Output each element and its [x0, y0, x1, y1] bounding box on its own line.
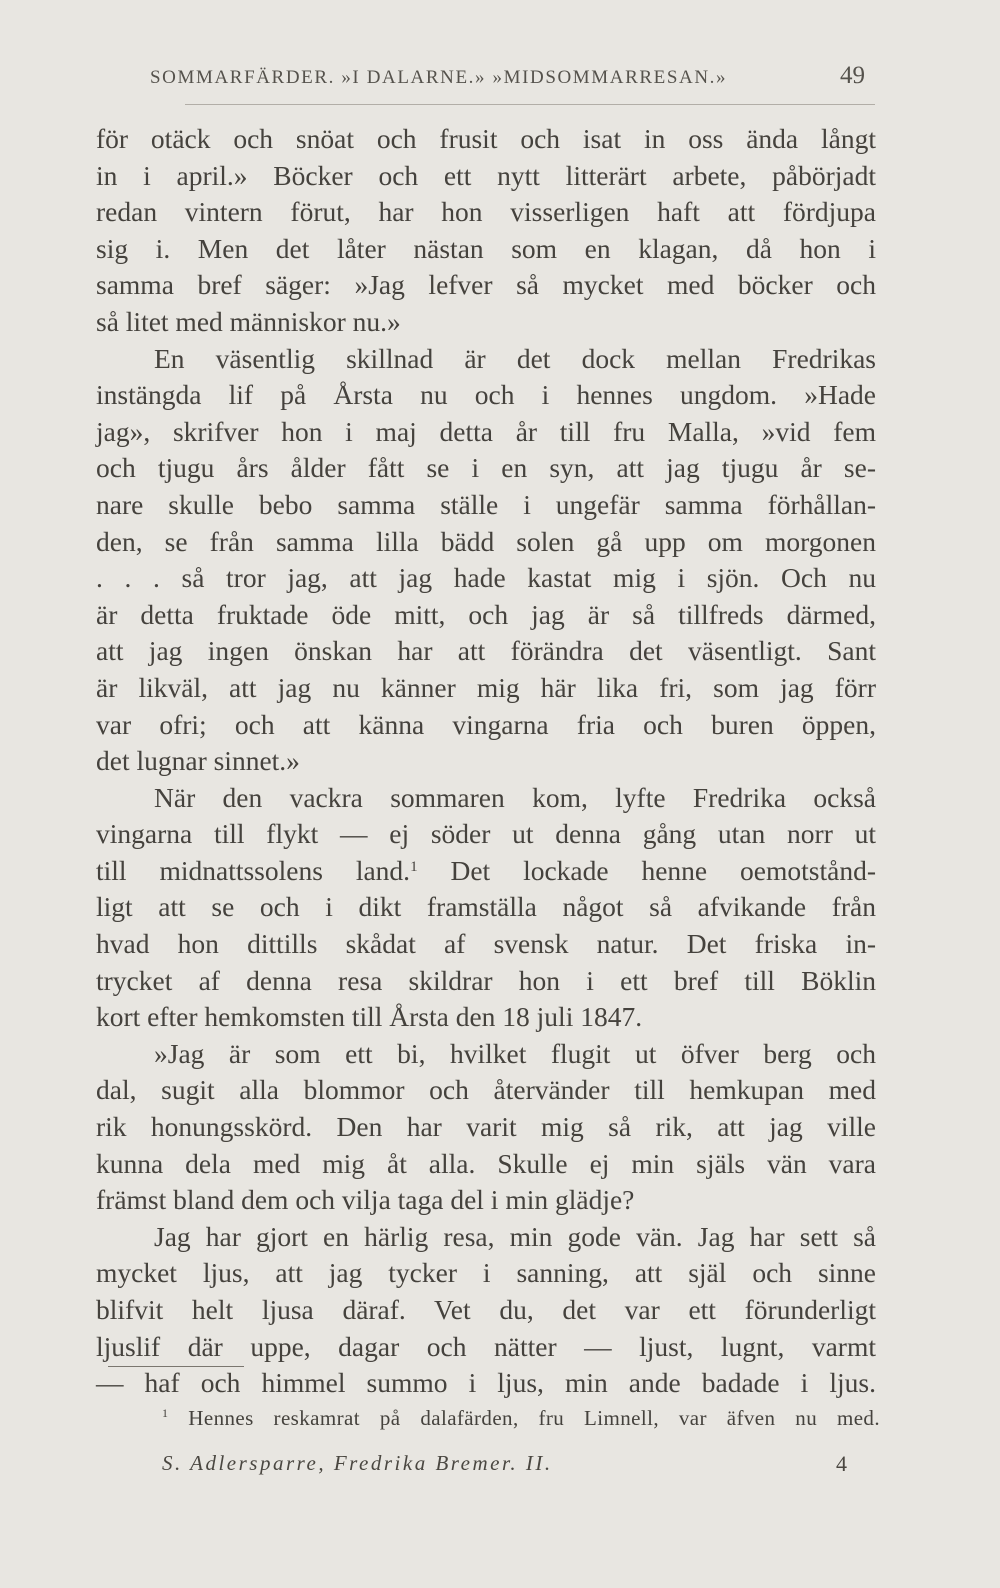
signature-text: S. Adlersparre, Fredrika Bremer. II. [162, 1451, 553, 1475]
text-line [96, 1219, 876, 1256]
text-line [96, 450, 876, 487]
text-line [96, 304, 876, 341]
footnote-marker: 1 [162, 1406, 169, 1420]
text-line [96, 670, 876, 707]
text-line-content: till midnattssolens land. [96, 854, 411, 886]
text-line-content: var ofri; och att känna vingarna fria och buren öppen, [96, 708, 876, 740]
text-line-content: blifvit helt ljusa däraf. Vet du, det var ett förunderligt [96, 1294, 876, 1325]
text-line-content: kort efter hemkomsten till Årsta den 18 juli 1847. [96, 1001, 643, 1033]
text-line [96, 743, 876, 780]
text-line [96, 158, 876, 195]
text-line [96, 1292, 876, 1329]
text-line [96, 194, 876, 231]
page-number: 49 [840, 62, 865, 89]
text-line [96, 707, 876, 744]
text-line-content: nare skulle bebo samma ställe i ungefär samma förhållan- [96, 488, 876, 520]
text-line-content: den, se från samma lilla bädd solen gå upp om morgonen [96, 525, 876, 557]
footnote-reference: 1 [410, 858, 418, 875]
text-line-content: för otäck och snöat och frusit och isat in oss ända långt [96, 123, 876, 154]
printer-signature [162, 1451, 847, 1477]
text-line [96, 853, 876, 890]
text-line [96, 524, 876, 561]
text-line [96, 1146, 876, 1183]
text-line-content: »Jag är som ett bi, hvilket flugit ut öfver berg och [154, 1037, 876, 1069]
text-line-content: Jag har gjort en härlig resa, min gode vän. Jag har sett så [154, 1220, 876, 1252]
text-line-content: är detta fruktade öde mitt, och jag är så tillfreds därmed, [96, 598, 876, 630]
text-line-content: kunna dela med mig åt alla. Skulle ej min själs vän vara [96, 1147, 876, 1179]
text-line [96, 1109, 876, 1146]
text-line-content: främst bland dem och vilja taga del i min glädje? [96, 1184, 635, 1216]
text-line-content: . . . så tror jag, att jag hade kastat mig i sjön. Och nu [96, 562, 876, 594]
text-line-content: det lugnar sinnet.» [96, 745, 300, 777]
text-line [96, 633, 876, 670]
text-line-continuation: Det lockade henne oemotstånd- [417, 854, 876, 886]
text-line-content: att jag ingen önskan har att förändra det väsentligt. Sant [96, 635, 876, 667]
text-line-content: dal, sugit alla blommor och återvänder till hemkupan med [96, 1074, 876, 1106]
footnote-rule [108, 1366, 244, 1367]
text-line-content: och tjugu års ålder fått se i en syn, att jag tjugu år se- [96, 452, 876, 484]
text-line [96, 1329, 876, 1366]
text-line [96, 889, 876, 926]
text-line-content: jag», skrifver hon i maj detta år till fru Malla, »vid fem [96, 415, 876, 447]
text-line [96, 1365, 876, 1402]
text-line-content: vingarna till flykt — ej söder ut denna gång utan norr ut [96, 818, 876, 850]
sheet-number: 4 [836, 1451, 847, 1476]
text-line [96, 780, 876, 817]
text-line [96, 121, 876, 158]
text-line-content: sig i. Men det låter nästan som en klagan, då hon i [96, 232, 876, 264]
text-line [96, 926, 876, 963]
text-line [96, 377, 876, 414]
text-line [96, 1182, 876, 1219]
text-line [96, 1072, 876, 1109]
text-line [96, 1255, 876, 1292]
text-line-content: hvad hon dittills skådat af svensk natur. Det friska in- [96, 928, 876, 960]
text-line-content: instängda lif på Årsta nu och i hennes ungdom. »Hade [96, 379, 876, 411]
text-line-content: En väsentlig skillnad är det dock mellan Fredrikas [154, 342, 876, 374]
text-line [96, 267, 876, 304]
running-head [150, 62, 865, 90]
text-line-content: mycket ljus, att jag tycker i sanning, att själ och sinne [96, 1257, 876, 1289]
text-line-content: samma bref säger: »Jag lefver så mycket med böcker och [96, 269, 876, 301]
footnote [162, 1406, 880, 1431]
body-text [96, 121, 876, 1402]
text-line-content: in i april.» Böcker och ett nytt litterärt arbete, påbörjadt [96, 159, 876, 191]
text-line [96, 231, 876, 268]
footnote-text: Hennes reskamrat på dalafärden, fru Limnell, var äfven nu med. [168, 1406, 880, 1430]
running-head-title: SOMMARFÄRDER. »I DALARNE.» »MIDSOMMARRESAN.» [150, 67, 728, 88]
text-line-content: redan vintern förut, har hon visserligen haft att fördjupa [96, 196, 876, 228]
text-line-content: är likväl, att jag nu känner mig här lika fri, som jag förr [96, 671, 876, 703]
text-line [96, 414, 876, 451]
text-line [96, 816, 876, 853]
text-line-content: så litet med människor nu.» [96, 305, 401, 337]
text-line [96, 560, 876, 597]
text-line-content: — haf och himmel summo i ljus, min ande badade i ljus. [96, 1367, 876, 1399]
text-line-content: ljuslif där uppe, dagar och nätter — ljust, lugnt, varmt [96, 1330, 876, 1362]
text-line-content: trycket af denna resa skildrar hon i ett bref till Böklin [96, 964, 876, 996]
text-line-content: rik honungsskörd. Den har varit mig så rik, att jag ville [96, 1111, 876, 1143]
text-line [96, 341, 876, 378]
text-line-content: När den vackra sommaren kom, lyfte Fredrika också [154, 781, 876, 813]
header-rule [185, 104, 875, 105]
text-line [96, 999, 876, 1036]
text-line-content: ligt att se och i dikt framställa något så afvikande från [96, 891, 876, 923]
text-line [96, 963, 876, 1000]
text-line [96, 1036, 876, 1073]
text-line [96, 487, 876, 524]
text-line [96, 597, 876, 634]
